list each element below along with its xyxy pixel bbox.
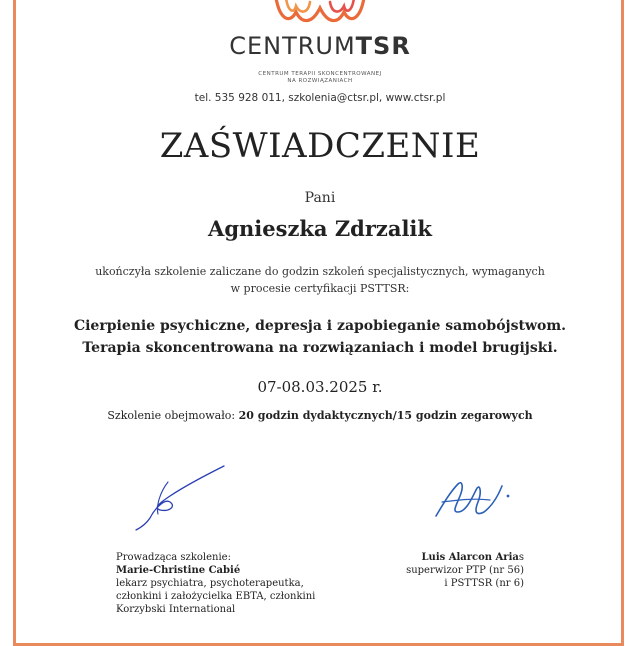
brand-subtitle-line1: CENTRUM TERAPII SKONCENTROWANEJ <box>258 71 382 77</box>
signatory-right-line2: i PSTTSR (nr 6) <box>444 578 524 589</box>
course-title-line2: Terapia skoncentrowana na rozwiązaniach i model brugijski. <box>82 340 558 356</box>
signatory-left <box>116 551 315 616</box>
contact-line: tel. 535 928 011, szkolenia@ctsr.pl, www.ctsr.pl <box>194 92 446 104</box>
signature-right-icon <box>428 462 518 522</box>
brand-regular: CENTRUM <box>229 32 356 60</box>
centrum-tsr-logo-icon <box>272 0 368 28</box>
signatory-left-role: Prowadząca szkolenie: <box>116 552 231 563</box>
signatory-right <box>406 551 524 590</box>
salutation: Pani <box>304 190 336 206</box>
description-line2: w procesie certyfikacji PSTTSR: <box>230 282 410 295</box>
signatory-right-name: Luis Alarcon Arias <box>421 552 524 563</box>
hours-value: 20 godzin dydaktycznych/15 godzin zegarowych <box>238 409 533 422</box>
brand-name <box>0 32 640 60</box>
signatory-left-name: Marie-Christine Cabié <box>116 565 241 576</box>
certificate-title: ZAŚWIADCZENIE <box>159 126 481 166</box>
signatory-right-line1: superwizor PTP (nr 56) <box>406 565 524 576</box>
hours-prefix: Szkolenie obejmowało: <box>107 409 236 422</box>
brand-subtitle-line2: NA ROZWIĄZANIACH <box>287 78 353 84</box>
signatory-left-line2: członkini i założycielka EBTA, członkini <box>116 591 316 602</box>
signatory-left-line1: lekarz psychiatra, psychoterapeutka, <box>116 578 304 589</box>
description-line1: ukończyła szkolenie zaliczane do godzin szkoleń specjalistycznych, wymaganych <box>95 265 545 278</box>
training-hours <box>0 409 640 422</box>
recipient-name: Agnieszka Zdrzalik <box>208 216 432 241</box>
brand-bold: TSR <box>355 32 411 60</box>
course-title-line1: Cierpienie psychiczne, depresja i zapobieganie samobójstwom. <box>73 318 567 334</box>
training-date: 07-08.03.2025 r. <box>257 378 383 396</box>
signature-left-icon <box>130 462 230 532</box>
signatory-left-line3: Korzybski International <box>116 604 236 615</box>
